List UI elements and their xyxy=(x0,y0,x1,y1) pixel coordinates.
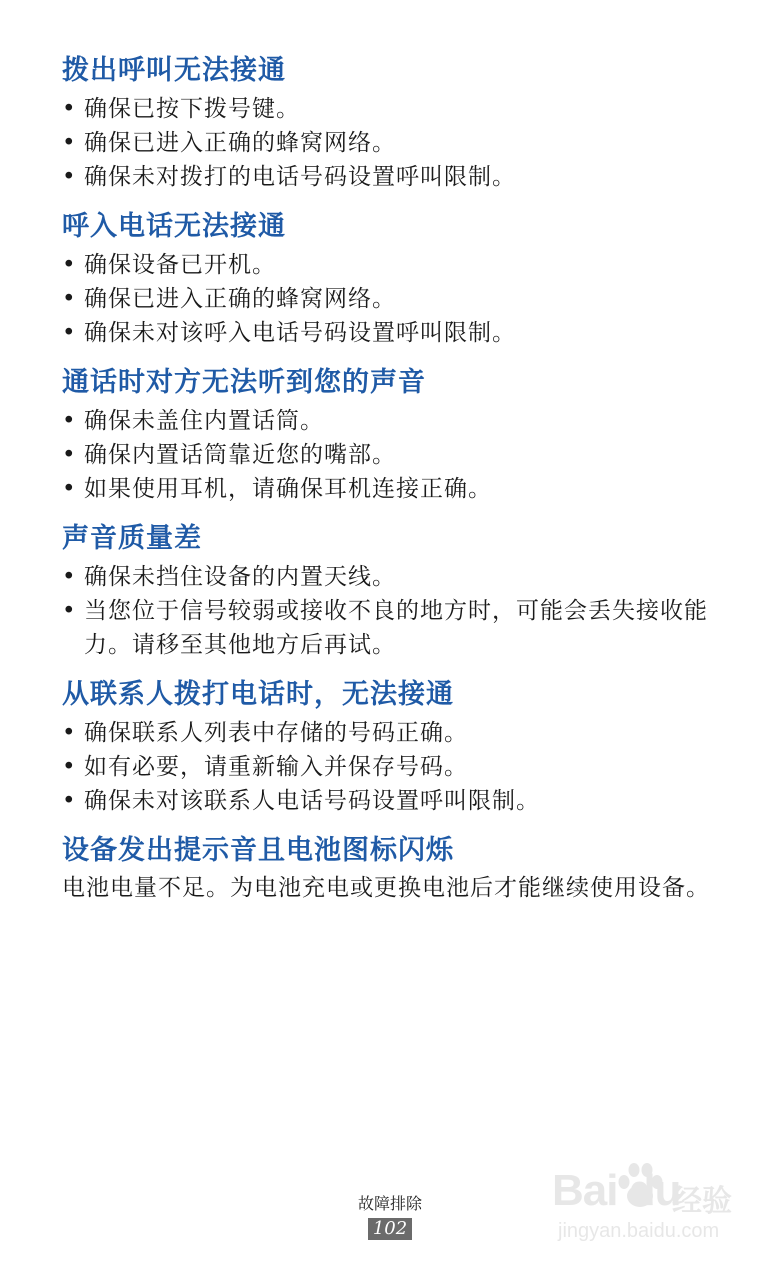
bullet-icon: • xyxy=(62,96,77,122)
list-item: • 确保未挡住设备的内置天线。 xyxy=(62,560,722,594)
section-title: 从联系人拨打电话时，无法接通 xyxy=(62,679,454,710)
section-title: 通话时对方无法听到您的声音 xyxy=(62,367,426,398)
section-voice-not-heard xyxy=(62,364,722,506)
section-incoming-call xyxy=(62,208,722,350)
list-item: • 确保未对该联系人电话号码设置呼叫限制。 xyxy=(62,784,722,818)
bullet-list xyxy=(62,92,722,194)
bullet-list xyxy=(62,248,722,350)
list-item: • 确保已进入正确的蜂窝网络。 xyxy=(62,282,722,316)
list-item: • 确保未对该呼入电话号码设置呼叫限制。 xyxy=(62,316,722,350)
section-poor-sound-quality xyxy=(62,520,722,662)
paw-icon xyxy=(612,1158,668,1214)
list-item: • 当您位于信号较弱或接收不良的地方时，可能会丢失接收能力。请移至其他地方后再试。 xyxy=(62,594,722,662)
list-item: • 确保已按下拨号键。 xyxy=(62,92,722,126)
chapter-label: 故障排除 xyxy=(357,1194,422,1213)
document-body xyxy=(62,52,722,905)
list-item: • 确保设备已开机。 xyxy=(62,248,722,282)
section-contact-call-fail xyxy=(62,676,722,818)
bullet-icon: • xyxy=(62,564,77,590)
bullet-icon: • xyxy=(62,442,77,468)
section-title: 声音质量差 xyxy=(62,523,202,554)
section-title: 呼入电话无法接通 xyxy=(62,211,286,242)
bullet-icon: • xyxy=(62,286,77,312)
watermark-url: jingyan.baidu.com xyxy=(558,1220,720,1242)
bullet-icon: • xyxy=(62,130,77,156)
bullet-list xyxy=(62,560,722,662)
list-item: • 确保未对拨打的电话号码设置呼叫限制。 xyxy=(62,160,722,194)
watermark-text: 经验 xyxy=(672,1184,732,1219)
section-outgoing-call xyxy=(62,52,722,194)
section-paragraph: 电池电量不足。为电池充电或更换电池后才能继续使用设备。 xyxy=(62,875,710,901)
baidu-jingyan-watermark xyxy=(552,1158,752,1258)
list-item: • 如有必要，请重新输入并保存号码。 xyxy=(62,750,722,784)
bullet-icon: • xyxy=(62,320,77,346)
bullet-icon: • xyxy=(62,252,77,278)
bullet-icon: • xyxy=(62,720,77,746)
watermark-logo: Bai du xyxy=(552,1166,681,1215)
bullet-list xyxy=(62,716,722,818)
list-item: • 确保未盖住内置话筒。 xyxy=(62,404,722,438)
list-item: • 如果使用耳机，请确保耳机连接正确。 xyxy=(62,472,722,506)
bullet-icon: • xyxy=(62,408,77,434)
bullet-icon: • xyxy=(62,754,77,780)
section-title: 拨出呼叫无法接通 xyxy=(62,55,286,86)
bullet-icon: • xyxy=(62,598,77,624)
bullet-icon: • xyxy=(62,164,77,190)
bullet-list xyxy=(62,404,722,506)
list-item: • 确保联系人列表中存储的号码正确。 xyxy=(62,716,722,750)
section-title: 设备发出提示音且电池图标闪烁 xyxy=(62,835,454,866)
bullet-icon: • xyxy=(62,476,77,502)
bullet-icon: • xyxy=(62,788,77,814)
list-item: • 确保内置话筒靠近您的嘴部。 xyxy=(62,438,722,472)
section-battery-warning xyxy=(62,832,722,905)
page-number: 102 xyxy=(368,1218,412,1240)
list-item: • 确保已进入正确的蜂窝网络。 xyxy=(62,126,722,160)
